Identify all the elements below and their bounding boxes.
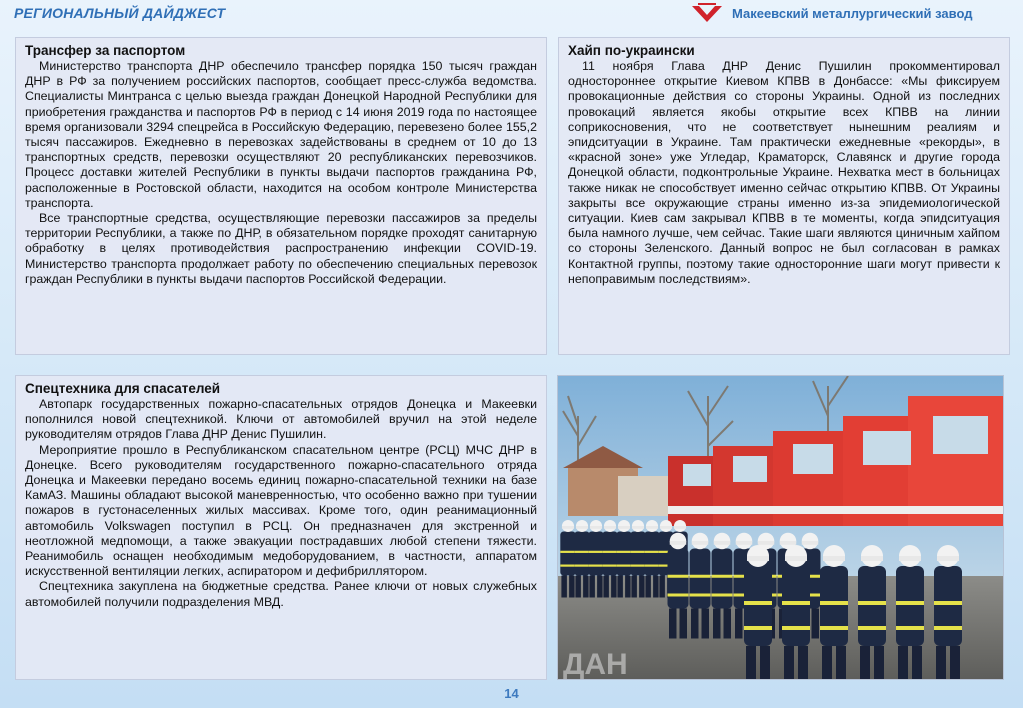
article-paragraph: 11 ноября Глава ДНР Денис Пушилин прокомментировал одностороннее открытие Киевом КПВВ в Донбассе: «Мы фиксируем провокационные действия со стороны Украины. Одной из последних провокаций является якобы открытие всех КПВВ на линии соприкосновения, что не соответствует нынешним реалиям и эпидситуации в Украине. Там практически ежедневные «рекорды», в «красной зоне» уже Угледар, Краматорск, Славянск и другие города Донецкой области, подконтрольные Украине. Нехватка мест в больницах также никак не способствует именно сейчас открытию КПВВ. От Украины закрыты все окружающие страны именно из-за эпидемиологической ситуации. Киев сам закрывал КПВВ в те моменты, когда эпидситуация была намного лучше, чем сейчас. Такие шаги являются циничным хайпом со стороны Зеленского. Данный вопрос не был согласован в рамках Контактной группы, поэтому такие односторонние шаги могут привести к непоправимым последствиям».	[568, 59, 1000, 286]
watermark-text: ДАН	[563, 648, 628, 680]
digest-title: РЕГИОНАЛЬНЫЙ ДАЙДЖЕСТ	[14, 5, 226, 21]
mmz-logo-icon	[690, 2, 724, 26]
page-number: 14	[504, 686, 519, 701]
article-paragraph: Автопарк государственных пожарно-спасательных отрядов Донецка и Макеевки пополнился новой спецтехникой. Ключи от автомобилей вручил на этой неделе руководителям отрядов Глава ДНР Денис Пушилин.	[25, 397, 537, 442]
article-card-transfer	[15, 37, 547, 355]
article-title: Хайп по-украински	[568, 43, 695, 58]
article-card-rescue-equipment	[15, 375, 547, 680]
article-paragraph: Министерство транспорта ДНР обеспечило трансфер порядка 150 тысяч граждан ДНР в РФ за получением российских паспортов, сообщает пресс-служба ведомства. Специалисты Минтранса с целью выезда граждан Донецкой Народной Республики для приобретения гражданства и паспортов РФ в период с 14 июня 2019 года по настоящее время организовали 3294 спецрейса в Российскую Федерацию, перевезено более 155,2 тысяч пассажиров. Ежедневно в перевозках задействованы в среднем от 10 до 13 транспортных средств, перевозки осуществляют 20 республиканских перевозчиков. Процесс доставки жителей Республики в пункты выдачи паспортов гражданина РФ, расположенные в Ростовской области, находится на особом контроле Министерства транспорта.	[25, 59, 537, 210]
page-header	[0, 0, 1023, 30]
article-title: Спецтехника для спасателей	[25, 381, 221, 396]
article-title: Трансфер за паспортом	[25, 43, 186, 58]
company-name: Макеевский металлургический завод	[732, 6, 973, 21]
firefighters-photo	[557, 375, 1004, 680]
article-paragraph: Спецтехника закуплена на бюджетные средства. Ранее ключи от новых служебных автомобилей получили подразделения МВД.	[25, 579, 537, 609]
article-paragraph: Все транспортные средства, осуществляющие перевозки пассажиров за пределы территории Республики, а также по ДНР, в обязательном порядке проходят санитарную обработку в целях противодействия распространению инфекции COVID-19. Министерство транспорта продолжает работу по обеспечению специальных перевозок граждан Республики в пункты выдачи паспортов Российской Федерации.	[25, 211, 537, 286]
article-paragraph: Мероприятие прошло в Республиканском спасательном центре (РСЦ) МЧС ДНР в Донецке. Всего руководителям государственного пожарно-спасательного отряда Донецка и Макеевки передано восемь единиц пожарно-спасательной техники на базе КамАЗ. Машины обладают высокой маневренностью, что особенно важно при тушении пожаров в густонаселенных жилых массивах. Кроме того, один реанимационный автомобиль Volkswagen поступил в РСЦ. Он предназначен для экстренной и неотложной медпомощи, а также эвакуации пострадавших любой степени тяжести. Реанимобиль оснащен необходимым медоборудованием, в частности, аппаратом искусственной вентиляции легких, аспиратором и дефибриллятором.	[25, 442, 537, 579]
article-card-hype	[558, 37, 1010, 355]
